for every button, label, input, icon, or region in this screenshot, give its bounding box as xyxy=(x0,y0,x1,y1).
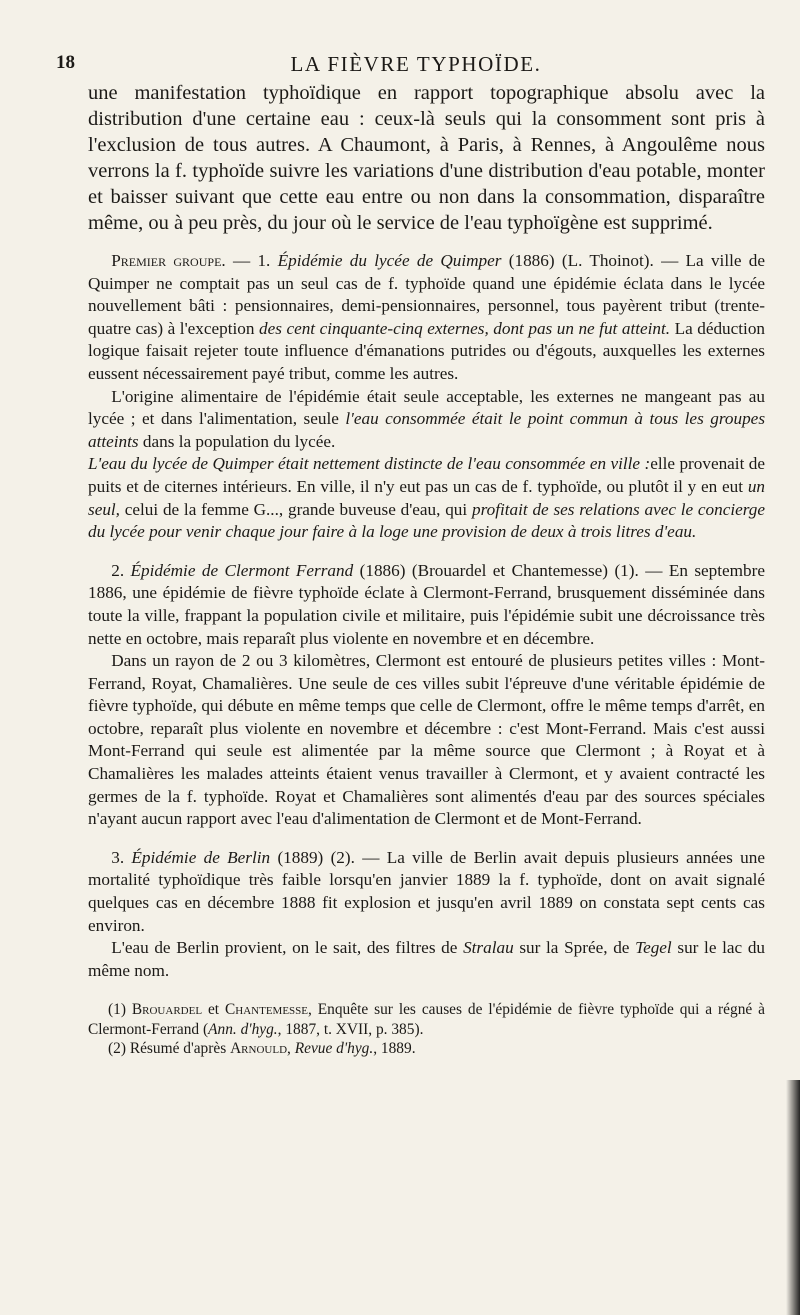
paragraph-clermont-epidemic: 2. Épidémie de Clermont Ferrand (1886) (Brouardel et Chantemesse) (1). — En septembre 1886, une épidémie de fièvre typhoïde éclate à Clermont-Ferrand, brusquement disséminée dans toute la ville, frappant la population civile et militaire, puis l'épidémie subit une décroissance très nette en octobre, mais reparaît plus violente en novembre et en décembre. xyxy=(88,560,765,648)
section-title-berlin: Épidémie de Berlin xyxy=(131,847,271,867)
paragraph-quimper-epidemic: Premier groupe. — 1. Épidémie du lycée de Quimper (1886) (L. Thoinot). — La ville de Quimper ne comptait pas un seul cas de f. typhoïde quand une épidémie éclata dans le lycée nouvellement bâti : pensionnaires, demi-pensionnaires, personnel, tous payèrent tribut (trente-quatre cas) à l'exception des cent cinquante-cinq externes, dont pas un ne fut atteint. La déduction logique faisait rejeter toute influence d'émanations putrides ou d'égouts, auxquelles les externes eussent nécessairement payé tribut, comme les autres. xyxy=(88,251,766,383)
section-title-clermont: Épidémie de Clermont Ferrand xyxy=(130,560,354,580)
page-header xyxy=(56,52,776,82)
section-title-quimper: Épidémie du lycée de Quimper xyxy=(277,251,502,270)
footnote-2: (2) Résumé d'après Arnould, Revue d'hyg., 1889. xyxy=(108,1040,416,1058)
page-edge-shadow xyxy=(786,1080,800,1315)
footnote-1: (1) Brouardel et Chantemesse, Enquête sur les causes de l'épidémie de fièvre typhoïde qui a régné à Clermont-Ferrand (Ann. d'hyg., 1887, t. XVII, p. 385). xyxy=(88,1001,765,1038)
running-title: LA FIÈVRE TYPHOÏDE. xyxy=(290,52,542,76)
footnotes xyxy=(88,1000,765,1059)
intro-paragraph: une manifestation typhoïdique en rapport topographique absolu avec la distribution d'une certaine eau : ceux-là seuls qui la consomment sont pris à l'exclusion de tous autres. A Chaumont, à Paris, à Rennes, à Angoulême nous verrons la f. typhoïde suivre les variations d'une distribution d'eau potable, monter et baisser suivant que cette eau entre ou non dans la consommation, disparaître même, ou à peu près, du jour où le service de l'eau typhoïgène est supprimé. xyxy=(88,82,765,234)
paragraph-clermont-towns: Dans un rayon de 2 ou 3 kilomètres, Clermont est entouré de plusieurs petites villes : Mont-Ferrand, Royat, Chamalières. Une seule de ces villes subit l'épreuve d'une véritable épidémie de fièvre typhoïde, qui débute en même temps que celle de Clermont, offre le même temps d'arrêt, en octobre, reparaît plus violente en novembre et décembre : c'est Mont-Ferrand. Mais c'est aussi Mont-Ferrand qui seule est alimentée par la même source que Clermont ; à Royat et à Chamalières les malades atteints étaient venus travailler à Clermont, et y avaient contracté les germes de la f. typhoïde. Royat et Chamalières sont alimentés d'eau par des sources spéciales n'ayant aucun rapport avec l'eau d'alimentation de Clermont et de Mont-Ferrand. xyxy=(88,651,765,829)
page-body xyxy=(88,80,765,1059)
paragraph-berlin-water: L'eau de Berlin provient, on le sait, des filtres de Stralau sur la Sprée, de Tegel sur le lac du même nom. xyxy=(88,938,766,980)
paragraph-lycee-water: L'eau du lycée de Quimper était nettement distincte de l'eau consommée en ville :elle provenait de puits et de citernes intérieurs. En ville, il n'y eut pas un cas de f. typhoïde, ou plutôt il y en eut un seul, celui de la femme G..., grande buveuse d'eau, qui profitait de ses relations avec le concierge du lycée pour venir chaque jour faire à la loge une provision de deux à trois litres d'eau. xyxy=(88,454,766,542)
group-label: Premier groupe. xyxy=(111,251,226,270)
paragraph-alimentary-origin: L'origine alimentaire de l'épidémie était seule acceptable, les externes ne mangeant pas au lycée ; et dans l'alimentation, seule l'eau consommée était le point commun à tous les groupes atteints dans la population du lycée. xyxy=(88,386,766,451)
page-number: 18 xyxy=(56,52,75,73)
paragraph-berlin-epidemic: 3. Épidémie de Berlin (1889) (2). — La ville de Berlin avait depuis plusieurs années une mortalité typhoïdique très faible lorsqu'en janvier 1889 la f. typhoïde, dont on avait signalé quelques cas en décembre 1888 fit explosion et jusqu'en avril 1889 on constata sept cents cas environ. xyxy=(88,847,765,935)
